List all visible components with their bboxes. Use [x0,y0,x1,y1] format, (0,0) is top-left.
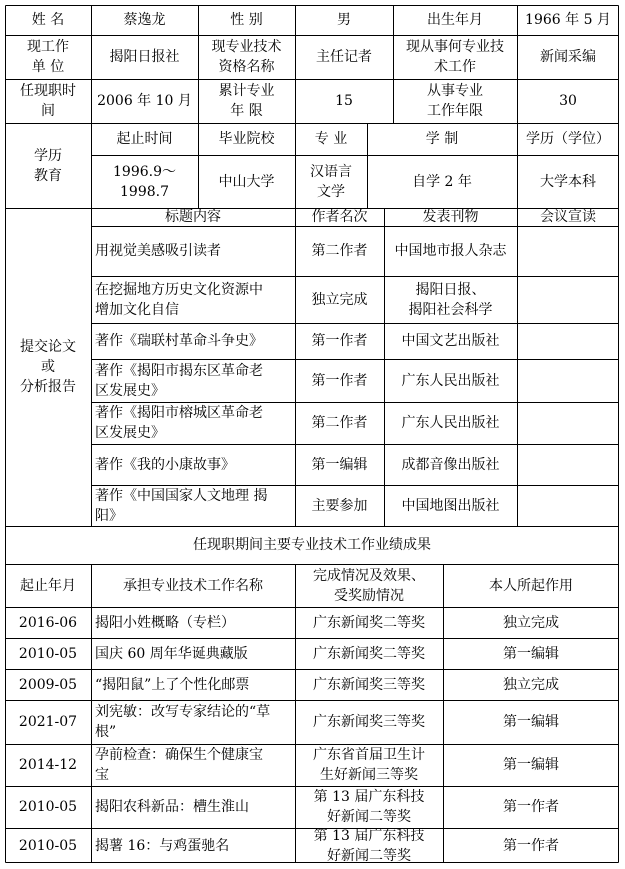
ach-role: 独立完成 [503,676,559,693]
name-value: 蔡逸龙 [123,12,166,28]
name-label: 姓 名 [31,12,65,28]
education-section-label: 学历 教育 [34,147,62,184]
ach-header-period: 起止年月 [20,577,76,594]
ach-result: 广东新闻奖三等奖 [313,676,425,693]
papers-header-author: 作者名次 [311,209,368,225]
paper-title: 著作《瑞联村革命斗争史》 [95,333,263,349]
paper-meeting [517,226,619,276]
paper-title: 用视觉美感吸引读者 [95,243,221,259]
ach-period: 2010-05 [18,799,78,815]
paper-title: 著作《揭阳市揭东区革命老 区发展史》 [95,362,263,399]
ach-result: 广东省首届卫生计 生好新闻三等奖 [313,747,425,783]
tenure-label: 任现职时 间 [20,83,76,119]
paper-title: 在挖掘地方历史文化资源中 增加文化自信 [95,281,263,318]
ach-header-work: 承担专业技术工作名称 [123,577,263,594]
paper-author-rank: 第一作者 [311,333,368,349]
ach-header-role: 本人所起作用 [489,577,573,594]
paper-author-rank: 第一作者 [311,372,368,389]
edu-header-system: 学 制 [425,131,459,147]
paper-author-rank: 独立完成 [311,291,368,308]
ach-work-name: 刘宪敏：改写专家结论的“草 根” [95,704,271,740]
papers-header-journal: 发表刊物 [422,209,479,225]
resume-form-table [5,5,619,863]
paper-journal: 中国地图出版社 [401,497,500,514]
paper-meeting [517,402,619,444]
paper-title: 著作《我的小康故事》 [95,456,235,473]
years-label: 累计专业 年 限 [218,83,275,119]
paper-author-rank: 第一编辑 [311,456,368,473]
ach-work-name: 揭阳农科新品：槽生淮山 [95,799,249,815]
ach-work-name: 孕前检查：确保生个健康宝 宝 [95,747,263,783]
work-label: 现从事何专业技 术工作 [406,39,504,75]
ach-work-name: “揭阳鼠”上了个性化邮票 [95,676,250,693]
work-years-label: 从事专业 工作年限 [427,83,483,119]
ach-result: 第 13 届广东科技 好新闻二等奖 [313,789,425,825]
ach-result: 广东新闻奖二等奖 [313,614,425,631]
tenure-value: 2006 年 10 月 [97,93,192,109]
ach-period: 2009-05 [18,676,78,693]
ach-work-name: 国庆 60 周年华诞典藏版 [95,645,248,662]
paper-author-rank: 第二作者 [311,415,368,431]
birth-value: 1966 年 5 月 [525,12,611,28]
paper-journal: 成都音像出版社 [401,456,500,473]
ach-result: 第 13 届广东科技 好新闻二等奖 [313,828,425,863]
edu-header-major: 专 业 [314,131,348,147]
paper-journal: 中国文艺出版社 [401,333,500,349]
title-value: 主任记者 [316,49,372,65]
papers-header-meeting: 会议宣读 [540,209,596,225]
edu-system: 自学 2 年 [412,173,472,190]
gender-value: 男 [337,12,351,28]
paper-meeting [517,359,619,402]
paper-meeting [517,276,619,323]
ach-period: 2021-07 [18,714,78,730]
ach-role: 独立完成 [503,614,559,631]
paper-meeting [517,444,619,485]
ach-period: 2016-06 [18,614,78,631]
paper-meeting [517,323,619,359]
edu-period: 1996.9～ 1998.7 [113,163,176,200]
ach-result: 广东新闻奖三等奖 [313,714,425,730]
paper-journal: 揭阳日报、 揭阳社会科学 [408,281,493,318]
ach-role: 第一作者 [503,837,559,854]
ach-header-result: 完成情况及效果、 受奖励情况 [313,567,425,604]
edu-degree: 大学本科 [540,173,596,190]
ach-role: 第一编辑 [503,757,559,773]
edu-header-period: 起止时间 [116,131,173,147]
years-value: 15 [335,93,353,109]
paper-author-rank: 第二作者 [311,243,368,259]
edu-header-school: 毕业院校 [218,131,275,147]
achievements-title: 任现职期间主要专业技术工作业绩成果 [193,537,431,553]
paper-journal: 广东人民出版社 [401,372,500,389]
paper-title: 著作《中国国家人文地理 揭 阳》 [95,487,268,524]
ach-role: 第一作者 [503,799,559,815]
paper-meeting [517,485,619,526]
birth-label: 出生年月 [427,12,483,28]
paper-journal: 中国地市报人杂志 [394,243,507,259]
gender-label: 性 别 [230,12,263,28]
paper-title: 著作《揭阳市榕城区革命老 区发展史》 [95,405,263,441]
work-value: 新闻采编 [540,49,596,65]
ach-result: 广东新闻奖二等奖 [313,645,425,662]
edu-major: 汉语言 文学 [310,163,352,200]
ach-period: 2010-05 [18,837,78,854]
paper-author-rank: 主要参加 [311,497,368,514]
work-years-value: 30 [559,93,577,109]
ach-role: 第一编辑 [503,645,559,662]
ach-work-name: 揭薯 16：与鸡蛋驰名 [95,837,230,854]
ach-period: 2014-12 [18,757,78,773]
edu-school: 中山大学 [218,173,275,190]
ach-work-name: 揭阳小姓概略（专栏） [95,614,235,631]
ach-period: 2010-05 [18,645,78,662]
papers-section-label: 提交论文 或 分析报告 [20,339,76,395]
unit-value: 揭阳日报社 [109,49,180,65]
paper-journal: 广东人民出版社 [401,415,500,431]
edu-header-degree: 学历（学位） [526,131,610,147]
papers-header-title: 标题内容 [165,209,221,225]
ach-role: 第一编辑 [503,714,559,730]
unit-label: 现工作 单 位 [27,39,69,75]
title-label: 现专业技术 资格名称 [211,39,282,75]
